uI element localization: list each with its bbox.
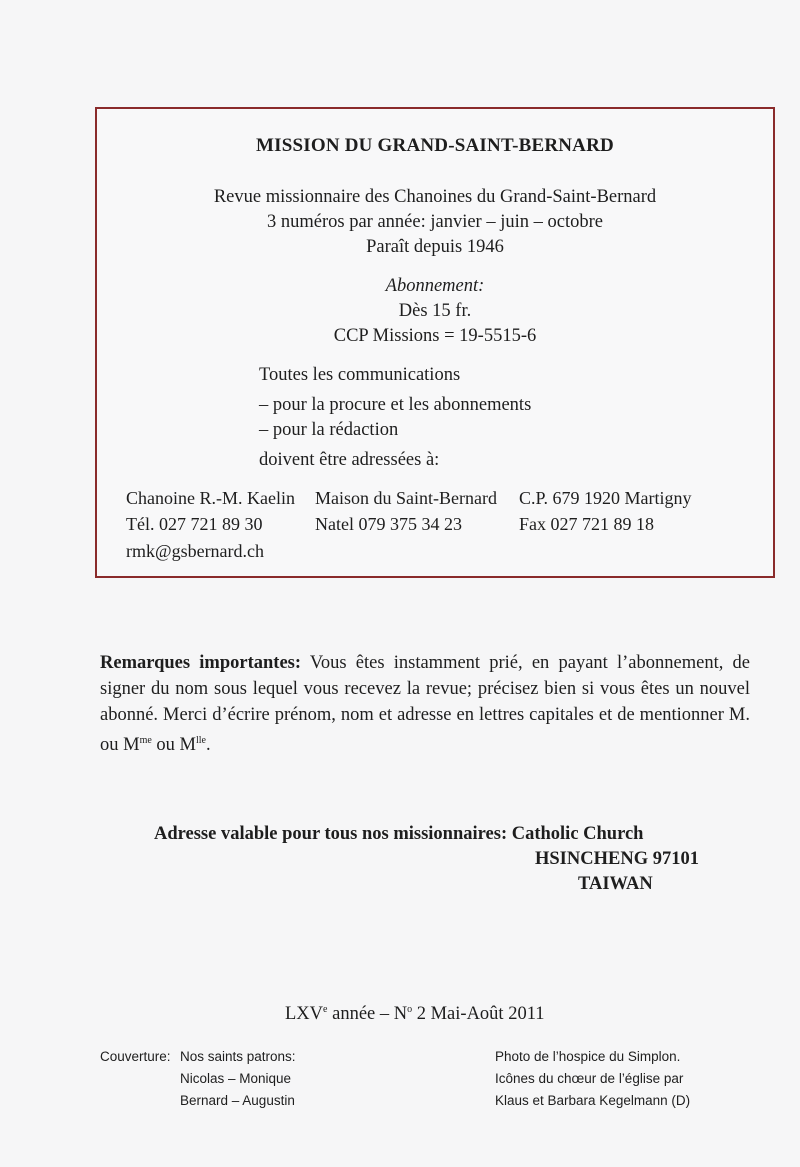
photo-line-3: Klaus et Barbara Kegelmann (D) [495,1093,691,1108]
contact-fax: Fax 027 721 89 18 [519,514,654,534]
intro-line-1: Revue missionnaire des Chanoines du Grand-Saint-Bernard [213,187,657,207]
remarks-paragraph [100,650,750,758]
photo-line-1: Photo de l’hospice du Simplon. [495,1049,681,1064]
mme-sup: me [139,735,152,746]
cover-line-2: Nicolas – Monique [180,1071,292,1086]
issue-line [285,1004,545,1025]
contact-natel: Natel 079 375 34 23 [315,514,462,534]
photo-line-2: Icônes du chœur de l’église par [495,1071,684,1086]
address-lead: Adresse valable pour tous nos missionnaires: Catholic Church [154,824,644,844]
cover-line-1: Nos saints patrons: [180,1049,296,1064]
issue-rest: 2 Mai-Août 2011 [412,1004,545,1025]
subscription-heading: Abonnement: [385,276,485,296]
contact-tel: Tél. 027 721 89 30 [126,514,263,534]
box-title: MISSION DU GRAND-SAINT-BERNARD [256,135,614,156]
remarks-end: . [206,735,211,756]
contact-house: Maison du Saint-Bernard [315,488,497,508]
address-country: TAIWAN [578,874,653,894]
info-box [95,107,775,578]
contact-name: Chanoine R.-M. Kaelin [126,488,295,508]
subscription-price: Dès 15 fr. [398,301,472,321]
remarks-label: Remarques importantes: [100,653,302,673]
contact-postbox: C.P. 679 1920 Martigny [519,488,692,508]
contact-email[interactable]: rmk@gsbernard.ch [126,541,265,561]
issue-roman: LXV [285,1004,324,1025]
communications-closing: doivent être adressées à: [259,450,440,470]
subscription-ccp: CCP Missions = 19-5515-6 [333,326,537,346]
mlle-sup: lle [196,735,206,746]
communications-item-2: – pour la rédaction [259,420,399,440]
remarks-text: Vous êtes instamment prié, en payant l’abonnement, de signer du nom sous lequel vous recevez la revue; précisez bien si vous êtes un nouvel abonné. Merci d’écrire prénom, nom et adresse en lettres capitales et de mentionner M. ou [100,653,750,756]
communications-lead: Toutes les communications [259,365,461,385]
issue-text: année – N [327,1004,408,1025]
mlle-base: M [179,735,196,756]
remarks-or: ou [151,735,180,756]
mme-base: M [123,735,140,756]
issue-no-sup: o [407,1004,413,1015]
intro-line-2: 3 numéros par année: janvier – juin – octobre [267,212,603,232]
address-city: HSINCHENG 97101 [535,849,699,869]
communications-item-1: – pour la procure et les abonnements [259,395,532,415]
intro-line-3: Paraît depuis 1946 [366,237,504,257]
cover-label: Couverture: [100,1049,171,1064]
cover-line-3: Bernard – Augustin [180,1093,295,1108]
issue-roman-sup: e [323,1004,328,1015]
